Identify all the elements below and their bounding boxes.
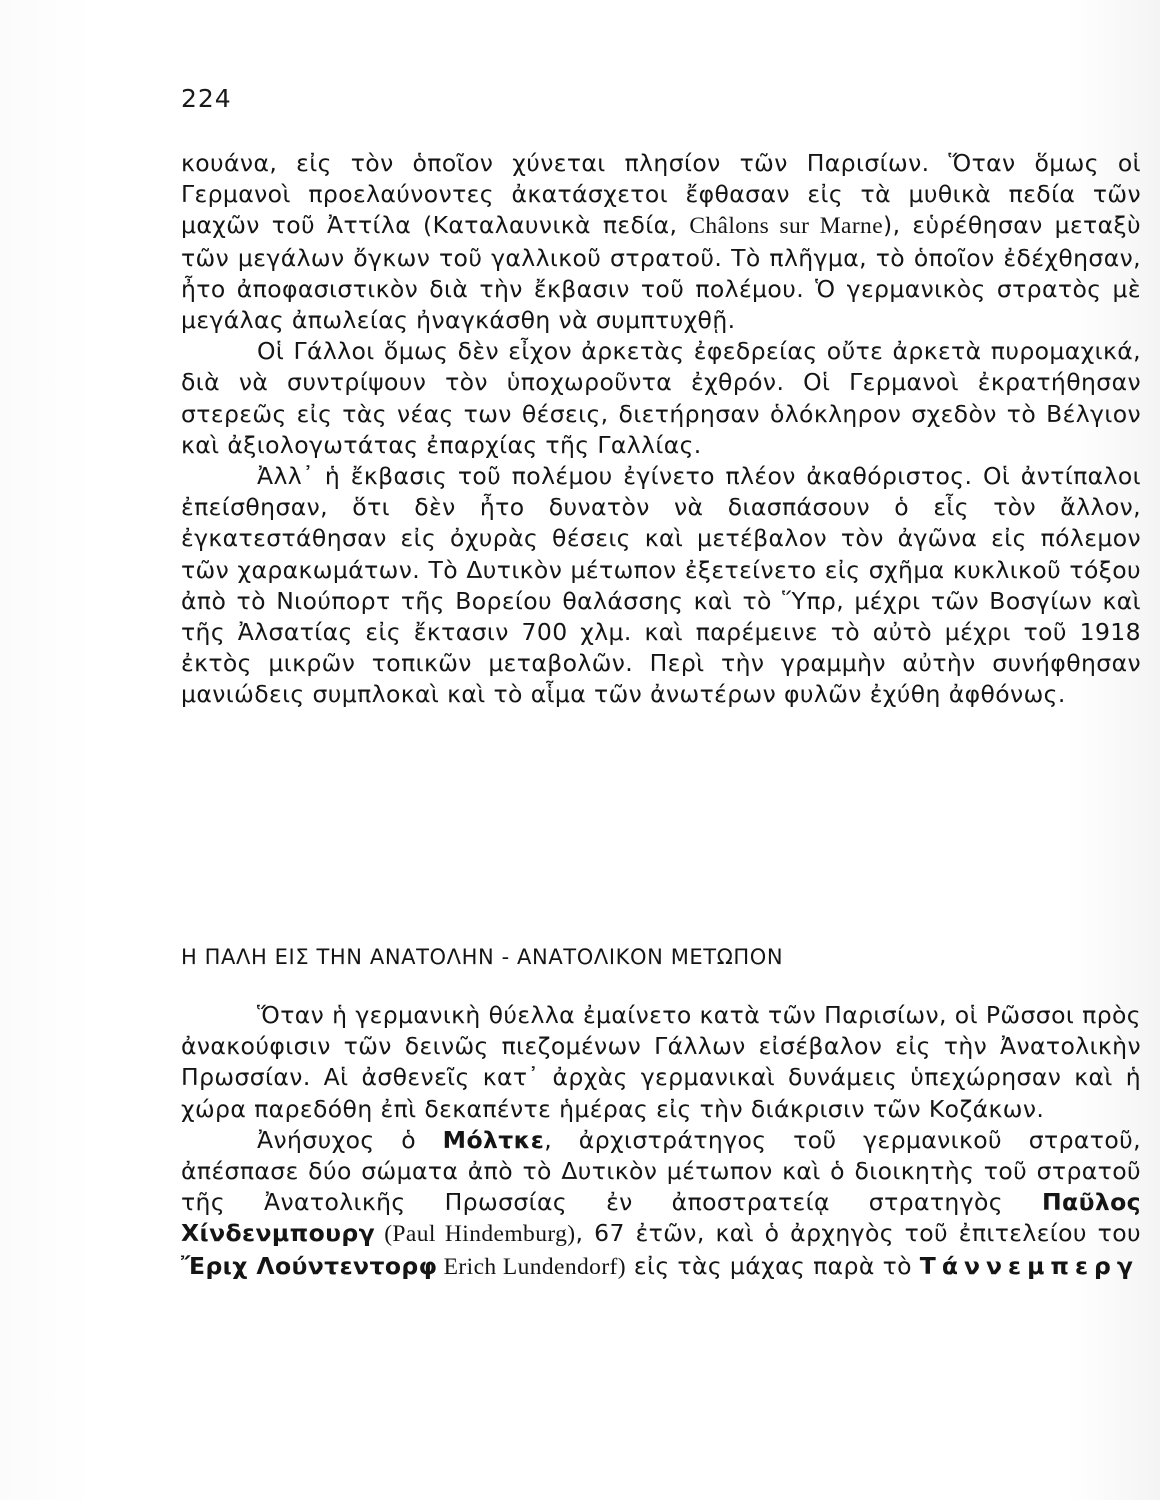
paragraph-text-continued: ), εὑρέθησαν μεταξὺ τῶν μεγάλων ὄγκων τοῦ γαλλικοῦ στρατοῦ. Τὸ πλῆγμα, τὸ ὁποῖον ἐδέχθησαν, ἦτο ἀποφασιστικὸν διὰ τὴν ἔκβασιν τοῦ πολέμου. Ὁ γερμανικὸς στρατὸς μὲ μεγάλας ἀπωλείας ἠναγκάσθη νὰ συμπτυχθῇ.	[181, 211, 1141, 335]
place-tannenberg: Τάννεμπεργ	[919, 1251, 1139, 1280]
paragraph-text: κουάνα, εἰς τὸν ὁποῖον χύνεται πλησίον τῶν Παρισίων. Ὅταν ὅμως οἱ Γερμανοὶ προελαύνοντες ἀκατάσχετοι ἔφθασαν εἰς τὰ μυθικὰ πεδία τῶν μαχῶν τοῦ Ἀττίλα (Καταλαυνικὰ πεδία,	[181, 149, 1141, 240]
paragraph-text: , ἀρχιστράτηγος τοῦ γερμανικοῦ στρατοῦ, ἀπέσπασε δύο σώματα ἀπὸ τὸ Δυτικὸν μέτωπον καὶ ὁ διοικητὴς τοῦ στρατοῦ τῆς Ἀνατολικῆς Πρωσσίας ἐν ἀποστρατείᾳ στρατηγὸς	[181, 1125, 1141, 1217]
paragraph-text: , 67 ἐτῶν, καὶ ὁ ἀρχηγὸς τοῦ ἐπιτελείου του	[575, 1219, 1141, 1248]
paragraph-text: εἰς τὰς μάχας παρὰ τὸ	[626, 1251, 920, 1280]
section-heading: Η ΠΑΛΗ ΕΙΣ ΤΗΝ ΑΝΑΤΟΛΗΝ - ΑΝΑΤΟΛΙΚΟΝ ΜΕΤΩΠΟΝ	[181, 945, 784, 969]
name-moltke: Μόλτκε	[442, 1125, 545, 1154]
name-ludendorff: Ἔριχ Λούντεντορφ	[181, 1251, 438, 1280]
eastern-front-section	[181, 1000, 1141, 1283]
paragraph-continuation	[181, 148, 1141, 336]
paragraph-text: Ἀνήσυχος ὁ	[257, 1125, 443, 1154]
latin-name-ludendorff: Erich Lundendorf)	[437, 1253, 627, 1280]
paragraph: Οἱ Γάλλοι ὅμως δὲν εἶχον ἀρκετὰς ἐφεδρείας οὔτε ἀρκετὰ πυρομαχικά, διὰ νὰ συντρίψουν τὸν ὑποχωροῦντα ἐχθρόν. Οἱ Γερμανοὶ ἐκρατήθησαν στερεῶς εἰς τὰς νέας των θέσεις, διετήρησαν ὁλόκληρον σχεδὸν τὸ Βέλγιον καὶ ἀξιολογωτάτας ἐπαρχίας τῆς Γαλλίας.	[181, 337, 1141, 459]
latin-name-hindenburg: (Paul Hindemburg)	[375, 1221, 576, 1248]
page-number: 224	[181, 84, 232, 113]
name-hindenburg: Παῦλος Χίνδενμπουργ	[181, 1188, 1141, 1248]
latin-place-name: Châlons sur Marne	[689, 213, 884, 240]
paragraph: Ὅταν ἡ γερμανικὴ θύελλα ἐμαίνετο κατὰ τῶν Παρισίων, οἱ Ρῶσσοι πρὸς ἀνακούφισιν τῶν δεινῶς πιεζομένων Γάλλων εἰσέβαλον εἰς τὴν Ἀνατολικὴν Πρωσσίαν. Αἱ ἀσθενεῖς κατ᾽ ἀρχὰς γερμανικαὶ δυνάμεις ὑπεχώρησαν καὶ ἡ χώρα παρεδόθη ἐπὶ δεκαπέντε ἡμέρας εἰς τὴν διάκρισιν τῶν Κοζάκων.	[181, 1001, 1141, 1123]
paragraph: Ἀλλ᾽ ἡ ἔκβασις τοῦ πολέμου ἐγίνετο πλέον ἀκαθόριστος. Οἱ ἀντίπαλοι ἐπείσθησαν, ὅτι δὲν ἦτο δυνατὸν νὰ διασπάσουν ὁ εἷς τὸν ἄλλον, ἐγκατεστάθησαν εἰς ὀχυρὰς θέσεις καὶ μετέβαλον τὸν ἀγῶνα εἰς πόλεμον τῶν χαρακωμάτων. Τὸ Δυτικὸν μέτωπον ἐξετείνετο εἰς σχῆμα κυκλικοῦ τόξου ἀπὸ τὸ Νιούπορτ τῆς Βορείου θαλάσσης καὶ τὸ Ὕπρ, μέχρι τῶν Βοσγίων καὶ τῆς Ἀλσατίας εἰς ἔκτασιν 700 χλμ. καὶ παρέμεινε τὸ αὐτὸ μέχρι τοῦ 1918 ἐκτὸς μικρῶν τοπικῶν μεταβολῶν. Περὶ τὴν γραμμὴν αὐτὴν συνήφθησαν μανιώδεις συμπλοκαὶ καὶ τὸ αἷμα τῶν ἀνωτέρων φυλῶν ἐχύθη ἀφθόνως.	[181, 462, 1141, 709]
main-text-section	[181, 148, 1141, 711]
paragraph-with-names	[181, 1125, 1141, 1283]
